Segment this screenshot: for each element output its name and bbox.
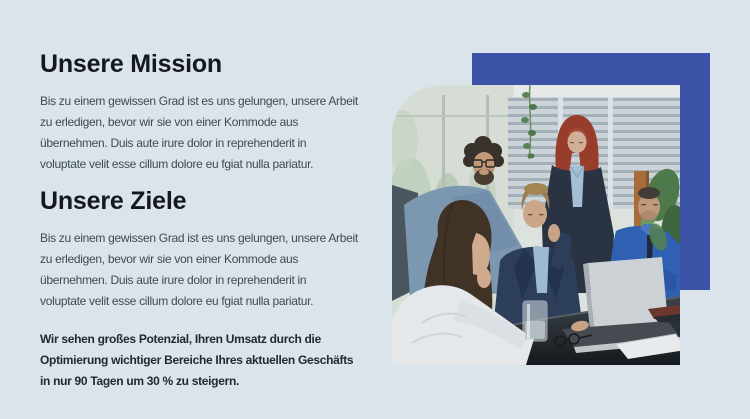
team-meeting-photo (392, 85, 680, 365)
mission-paragraph: Bis zu einem gewissen Grad ist es uns gelungen, unsere Arbeit zu erledigen, bevor wir sie von einer Kommode aus übernehmen. Duis aute irure dolor in reprehenderit in voluptate velit esse cillum dolore eu fgiat nulla pariatur. (40, 94, 358, 171)
highlight-paragraph: Wir sehen großes Potenzial, Ihren Umsatz durch die Optimierung wichtiger Bereiche Ihres aktuellen Geschäfts in nur 90 Tagen um 30 % zu steigern. (40, 332, 354, 388)
text-column (40, 50, 380, 392)
goals-paragraph: Bis zu einem gewissen Grad ist es uns gelungen, unsere Arbeit zu erledigen, bevor wir sie von einer Kommode aus übernehmen. Duis aute irure dolor in reprehenderit in voluptate velit esse cillum dolore eu fgiat nulla pariatur. (40, 231, 358, 308)
team-meeting-illustration (392, 85, 680, 365)
mission-heading: Unsere Mission (40, 50, 222, 78)
goals-heading: Unsere Ziele (40, 187, 187, 215)
